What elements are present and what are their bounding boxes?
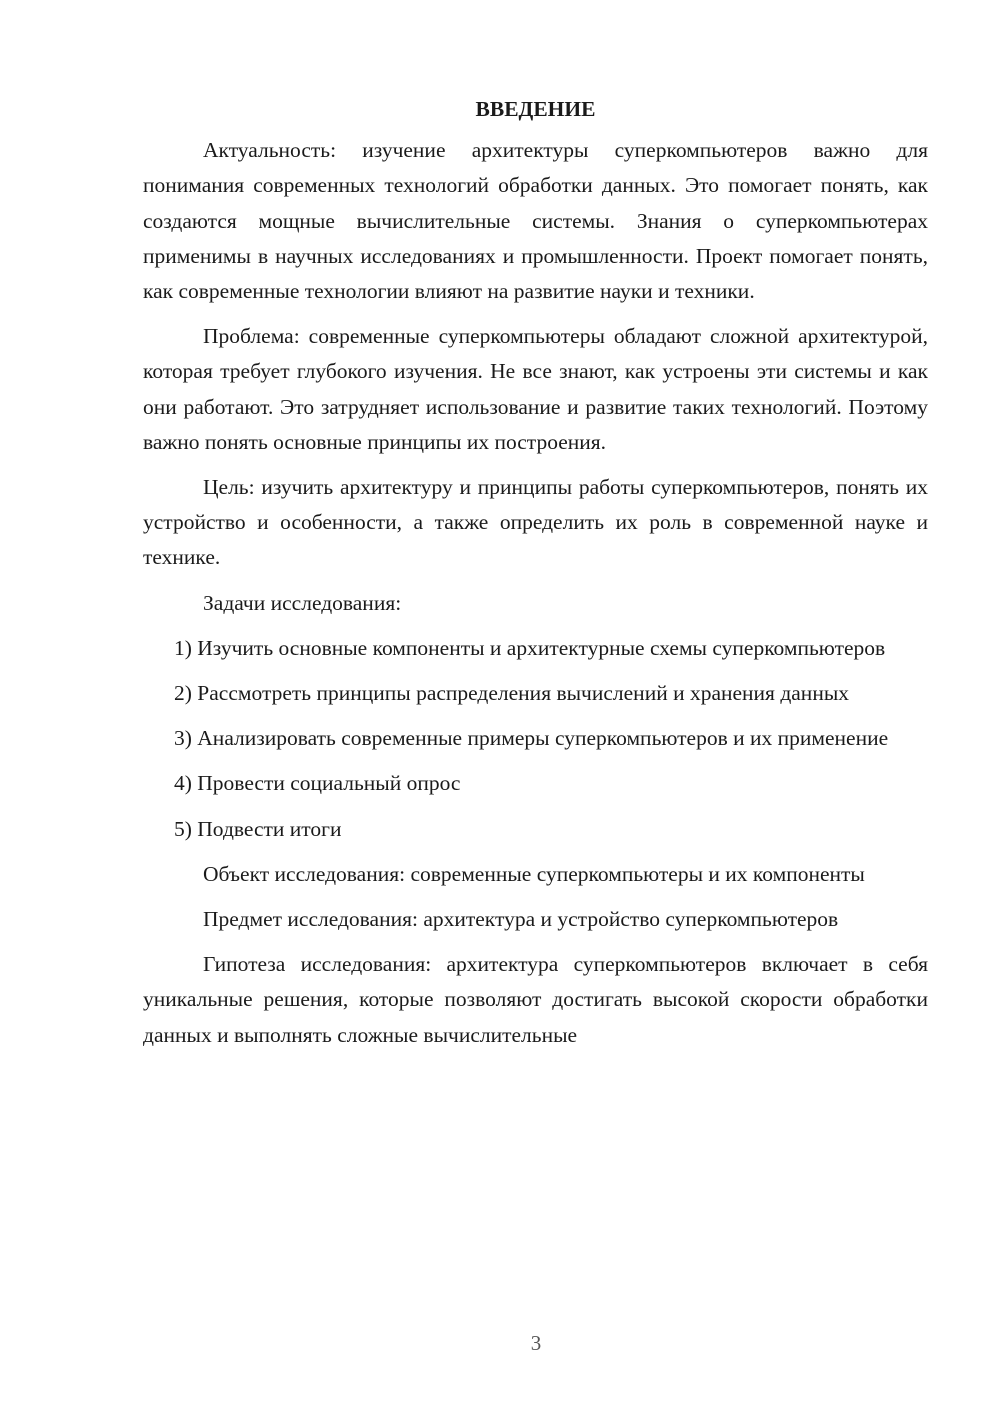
task-item-5: 5) Подвести итоги — [174, 816, 342, 841]
task-item-4: 4) Провести социальный опрос — [174, 771, 461, 796]
problem-paragraph: Проблема: современные суперкомпьютеры обладают сложной архитектурой, которая требует глубокого изучения. Не все знают, как устроены эти системы и как они работают. Это затрудняет использование и развитие таких технологий. Поэтому важно понять основные принципы их построения. — [143, 324, 928, 454]
task-item-3: 3) Анализировать современные примеры суперкомпьютеров и их применение — [174, 726, 889, 751]
subject-paragraph: Предмет исследования: архитектура и устройство суперкомпьютеров — [203, 907, 839, 932]
goal-paragraph: Цель: изучить архитектуру и принципы работы суперкомпьютеров, понять их устройство и особенности, а также определить их роль в современной науке и технике. — [143, 475, 928, 570]
task-item-1: 1) Изучить основные компоненты и архитектурные схемы суперкомпьютеров — [174, 635, 886, 660]
page-number: 3 — [530, 1331, 542, 1355]
task-item-2: 2) Рассмотреть принципы распределения вычислений и хранения данных — [174, 681, 850, 706]
document-page — [143, 92, 928, 1063]
hypothesis-paragraph: Гипотеза исследования: архитектура суперкомпьютеров включает в себя уникальные решения, которые позволяют достигать высокой скорости обработки данных и выполнять сложные вычислительные — [143, 952, 928, 1047]
section-title: ВВЕДЕНИЕ — [475, 97, 596, 121]
tasks-heading: Задачи исследования: — [203, 590, 402, 615]
relevance-paragraph: Актуальность: изучение архитектуры суперкомпьютеров важно для понимания современных технологий обработки данных. Это помогает понять, как создаются мощные вычислительные системы. Знания о суперкомпьютерах применимы в научных исследованиях и промышленности. Проект помогает понять, как современные технологии влияют на развитие науки и техники. — [143, 138, 928, 304]
object-paragraph: Объект исследования: современные суперкомпьютеры и их компоненты — [203, 861, 865, 886]
